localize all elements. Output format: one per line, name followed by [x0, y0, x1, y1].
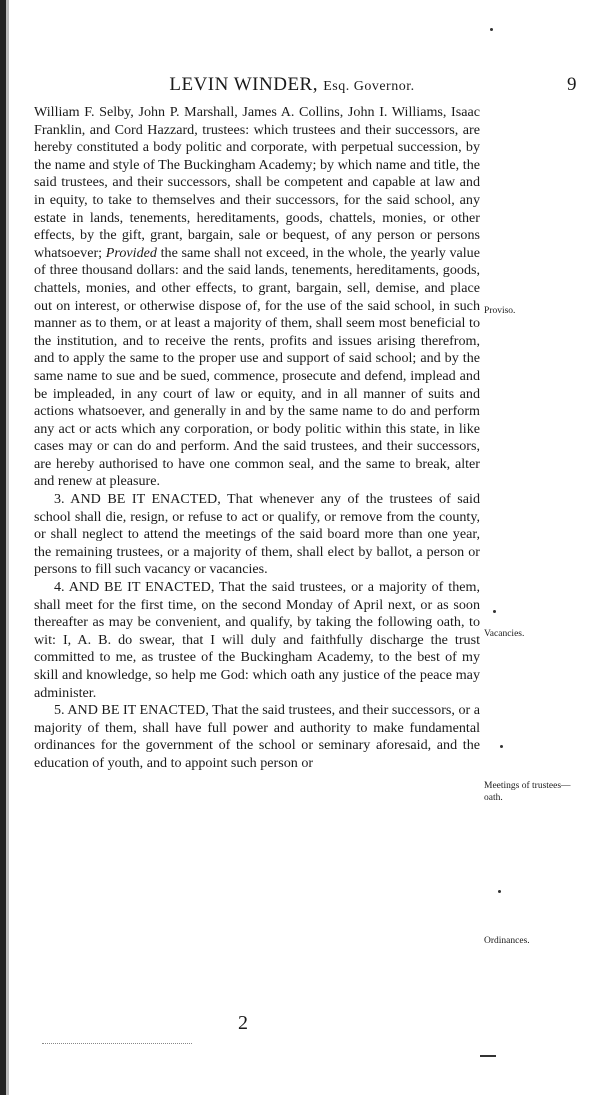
binding-shadow [6, 0, 9, 1095]
margin-note-ordinances: Ordinances. [484, 936, 530, 946]
signature-mark: 2 [238, 1012, 248, 1034]
printer-rule [42, 1043, 192, 1044]
margin-note-meetings: Meetings of trustees—oath. [484, 781, 571, 803]
running-title-suffix: Esq. Governor. [323, 79, 415, 94]
paragraph-incorporation-pre: William F. Selby, John P. Marshall, James A. Collins, John I. Williams, Isaac Franklin, and Cord Hazzard, trustees: which trustees and their successors, are hereby constituted a body politic and corporate, with perpetual succession, by the name and style of The Buckingham Academy; by which name and title, the said trustees, and their successors, shall be competent and capable at law and in equity, to take to themselves and their successors, for the said school, any estate in lands, tenements, hereditaments, goods, chattels, monies, or other effects, by the gift, grant, bargain, sale or bequest, of any person or persons whatsoever; [34, 104, 480, 261]
page-number: 9 [567, 74, 577, 95]
paragraph-incorporation-post: the same shall not exceed, in the whole, the yearly value of three thousand dollars: and the said lands, tenements, hereditaments, goods, chattels, monies, and other effects, to grant, bargain, sell, demise, and place out on interest, or otherwise dispose of, for the use of the said school, in such manner as to them, or at least a majority of them, shall seem most beneficial to the institution, and to receive the rents, profits and issues arising therefrom, and to apply the same to the proper use and support of said school; and by the same name to sue and be sued, commence, prosecute and defend, implead and be impleaded, in any court of law or equity, and in all manner of suits and actions whatsoever, and generally in and by the same name to do and perform any act or acts which any corporation, or body politic within this state, in like cases may or can do and perform. And the said trustees, and their successors, are hereby authorised to have one common seal, and the same to break, alter and renew at pleasure. [34, 244, 480, 490]
section-5: 5. AND BE IT ENACTED, That the said trustees, and their successors, or a majority of them, shall have full power and authority to make fundamental ordinances for the government of the school or seminary aforesaid, and the education of youth, and to appoint such person or [34, 702, 480, 771]
speck [500, 745, 503, 748]
ink-mark [480, 1055, 496, 1057]
paragraph-incorporation [34, 104, 480, 491]
speck [498, 890, 501, 893]
statute-text [34, 104, 480, 773]
speck [490, 28, 493, 31]
running-title-name: LEVIN WINDER, [169, 74, 324, 95]
running-header [0, 74, 600, 100]
margin-note-vacancies: Vacancies. [484, 629, 525, 639]
provided-word: Provided [105, 244, 157, 261]
running-title [92, 74, 492, 96]
section-3: 3. AND BE IT ENACTED, That whenever any of the trustees of said school shall die, resign, or refuse to act or qualify, or remove from the county, or shall neglect to attend the meetings of the said board more than one year, the remaining trustees, or a majority of them, shall elect by ballot, a person or persons to fill such vacancy or vacancies. [34, 491, 480, 578]
section-4: 4. AND BE IT ENACTED, That the said trustees, or a majority of them, shall meet for the first time, on the second Monday of April next, or as soon thereafter as may be convenient, and qualify, by taking the following oath, to wit: I, A. B. do swear, that I will duly and faithfully discharge the trust committed to me, as trustee of the Buckingham Academy, to the best of my skill and knowledge, so help me God: which oath any justice of the peace may administer. [34, 579, 480, 701]
speck [493, 610, 496, 613]
margin-note-proviso: Proviso. [484, 306, 516, 316]
